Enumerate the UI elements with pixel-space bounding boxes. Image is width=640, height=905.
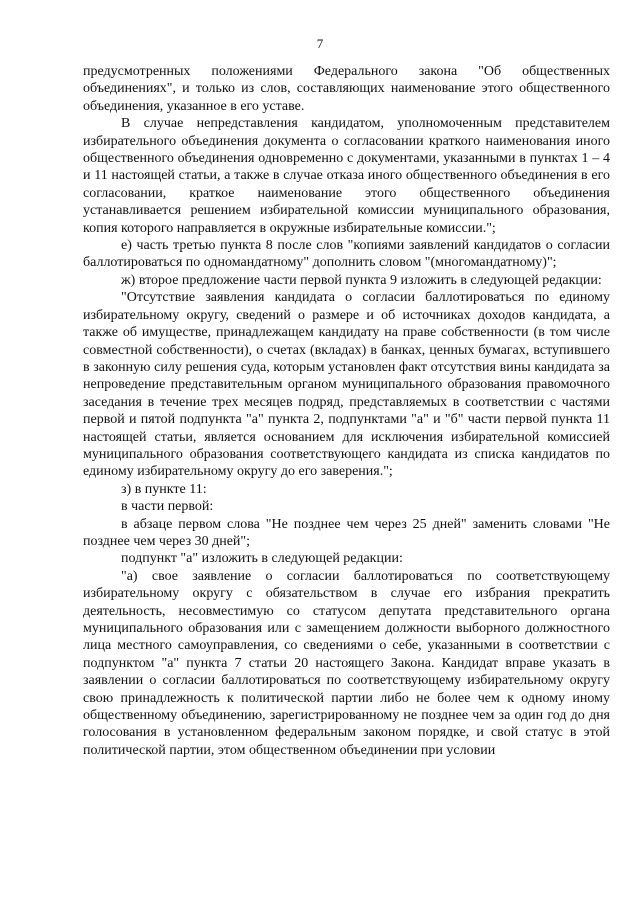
paragraph-3: е) часть третью пункта 8 после слов "копиями заявлений кандидатов о согласии баллотироваться по одномандатному" дополнить словом "(многомандатному)"; [83, 238, 610, 271]
paragraph-4: ж) второе предложение части первой пункта 9 изложить в следующей редакции: [121, 272, 602, 288]
paragraph-10: "а) свое заявление о согласии баллотироваться по соответствующему избирательному округу с обязательством в случае его избрания прекратить деятельность, несовместимую со статусом депутата представительного органа муниципального образования или с замещением должности выборного должностного лица местного самоуправления, со сведениями о себе, указанными в соответствии с подпунктом "а" пункта 7 статьи 20 настоящего Закона. Кандидат вправе указать в заявлении о согласии баллотироваться по соответствующему избирательному округу свою принадлежность к политической партии либо не более чем к одному иному общественному объединению, зарегистрированному не позднее чем за один год до дня голосования в установленном федеральным законом порядке, и свой статус в этой политической партии, этом общественном объединении при условии [83, 568, 610, 758]
paragraph-7: в части первой: [121, 499, 214, 515]
page-number: 7 [316, 36, 324, 51]
paragraph-9: подпункт "а" изложить в следующей редакции: [121, 551, 403, 567]
paragraph-5: "Отсутствие заявления кандидата о согласии баллотироваться по единому избирательному округу, сведений о размере и об источниках доходов кандидата, а также об имуществе, принадлежащем кандидату на праве собственности (в том числе совместной собственности), о счетах (вкладах) в банках, ценных бумагах, вступившего в законную силу решения суда, которым установлен факт отсутствия вины кандидата за непроведение представительным органом муниципального образования правомочного заседания в течение трех месяцев подряд, представляемых в соответствии с частями первой и пятой подпункта "а" пункта 2, подпунктами "а" и "б" части первой пункта 11 настоящей статьи, является основанием для исключения избирательной комиссией муниципального образования соответствующего кандидата из списка кандидатов по единому избирательному округу до его заверения."; [83, 290, 610, 480]
paragraph-1: предусмотренных положениями Федерального закона "Об общественных объединениях", и только из слов, составляющих наименование этого общественного объединения, указанное в его уставе. [83, 64, 610, 114]
paragraph-2: В случае непредставления кандидатом, уполномоченным представителем избирательного объединения документа о согласовании краткого наименования иного общественного объединения одновременно с документами, указанными в пунктах 1 – 4 и 11 настоящей статьи, а также в случае отказа иного общественного объединения в его согласовании, краткое наименование этого общественного объединения устанавливается решением избирательной комиссии муниципального образования, копия которого направляется в окружные избирательные комиссии."; [83, 116, 610, 236]
paragraph-6: з) в пункте 11: [121, 481, 207, 497]
document-body [83, 63, 610, 759]
paragraph-8: в абзаце первом слова "Не позднее чем через 25 дней" заменить словами "Не позднее чем через 30 дней"; [83, 516, 610, 549]
